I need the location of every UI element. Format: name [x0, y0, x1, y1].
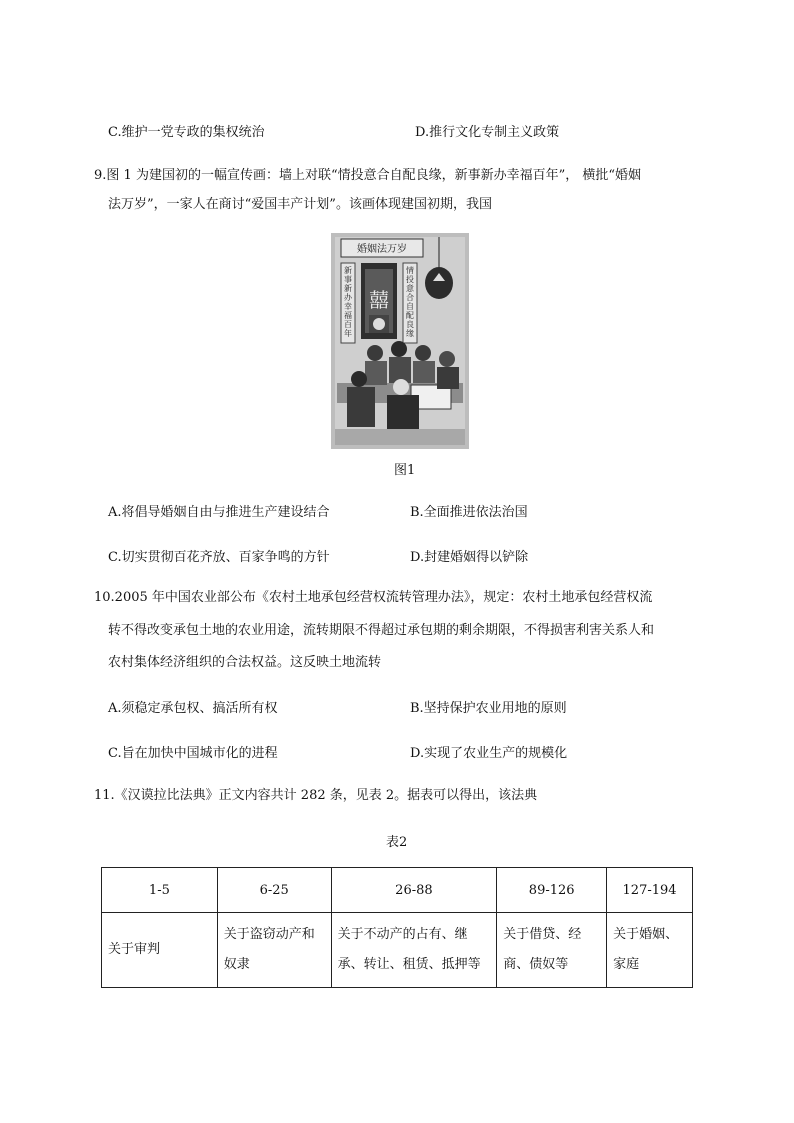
figure-1-caption: 图1 [394, 463, 416, 478]
poster-couplet-left-char: 办 [344, 293, 352, 302]
poster-couplet-left-char: 百 [344, 320, 352, 329]
poster-couplet-right-char: 意 [406, 284, 414, 293]
poster-couplet-right-char: 缘 [406, 329, 414, 338]
table-header-row [102, 868, 693, 913]
table-header-cell: 89-126 [497, 868, 607, 913]
q10-option-b: B.坚持保护农业用地的原则 [410, 701, 567, 716]
q9-propaganda-poster [331, 233, 469, 449]
q10-option-d: D.实现了农业生产的规模化 [410, 746, 568, 761]
q9-option-a: A.将倡导婚姻自由与推进生产建设结合 [108, 505, 330, 520]
q8-option-d: D.推行文化专制主义政策 [415, 125, 560, 140]
table-cell: 关于婚姻、家庭 [607, 913, 693, 988]
q8-option-c: C.维护一党专政的集权统治 [108, 125, 265, 140]
table-2-caption: 表2 [386, 835, 408, 850]
table-header-cell: 6-25 [217, 868, 331, 913]
poster-couplet-left-char: 福 [344, 311, 352, 320]
poster-couplet-left-char: 年 [344, 329, 352, 338]
q9-option-c: C.切实贯彻百花齐放、百家争鸣的方针 [108, 550, 330, 565]
q11-stem: 11.《汉谟拉比法典》正文内容共计 282 条，见表 2。据表可以得出，该法典 [94, 788, 538, 803]
table-cell: 关于不动产的占有、继承、转让、租赁、抵押等 [331, 913, 497, 988]
table-cell: 关于借贷、经商、债奴等 [497, 913, 607, 988]
poster-couplet-left-char: 事 [344, 275, 352, 284]
q9-option-d: D.封建婚姻得以铲除 [410, 550, 529, 565]
table-cell: 关于盗窃动产和奴隶 [217, 913, 331, 988]
table-header-cell: 26-88 [331, 868, 497, 913]
poster-couplet-right-char: 配 [406, 311, 414, 320]
table-header-cell: 127-194 [607, 868, 693, 913]
q10-stem-line3: 农村集体经济组织的合法权益。这反映土地流转 [108, 655, 382, 670]
table-2 [101, 867, 693, 988]
table-header-cell: 1-5 [102, 868, 218, 913]
q10-option-c: C.旨在加快中国城市化的进程 [108, 746, 278, 761]
poster-couplet-left-char: 新 [344, 266, 352, 275]
q10-stem-line2: 转不得改变承包土地的农业用途，流转期限不得超过承包期的剩余期限，不得损害利害关系人和 [108, 623, 655, 638]
q9-stem-line2: 法万岁”，一家人在商讨“爱国丰产计划”。该画体现建国初期，我国 [108, 197, 492, 212]
poster-banner-text: 婚姻法万岁 [357, 244, 407, 255]
q9-stem-line1: 9.图 1 为建国初的一幅宣传画：墙上对联“情投意合自配良缘，新事新办幸福百年”， 横批“婚姻 [94, 168, 642, 183]
poster-couplet-right-char: 合 [406, 293, 414, 302]
q9-option-b: B.全面推进依法治国 [410, 505, 528, 520]
poster-couplet-right-char: 良 [406, 320, 414, 329]
table-cell: 关于审判 [102, 913, 218, 988]
poster-couplet-left-char: 新 [344, 284, 352, 293]
q10-stem-line1: 10.2005 年中国农业部公布《农村土地承包经营权流转管理办法》，规定：农村土地承包经营权流 [94, 590, 653, 605]
poster-couplet-left-char: 幸 [344, 302, 352, 311]
table-row [102, 913, 693, 988]
q10-option-a: A.须稳定承包权、搞活所有权 [108, 701, 278, 716]
poster-couplet-right-char: 自 [406, 302, 414, 311]
poster-xi-character: 囍 [369, 288, 389, 312]
poster-couplet-right-char: 情 [406, 266, 414, 275]
poster-couplet-right-char: 投 [406, 275, 414, 284]
